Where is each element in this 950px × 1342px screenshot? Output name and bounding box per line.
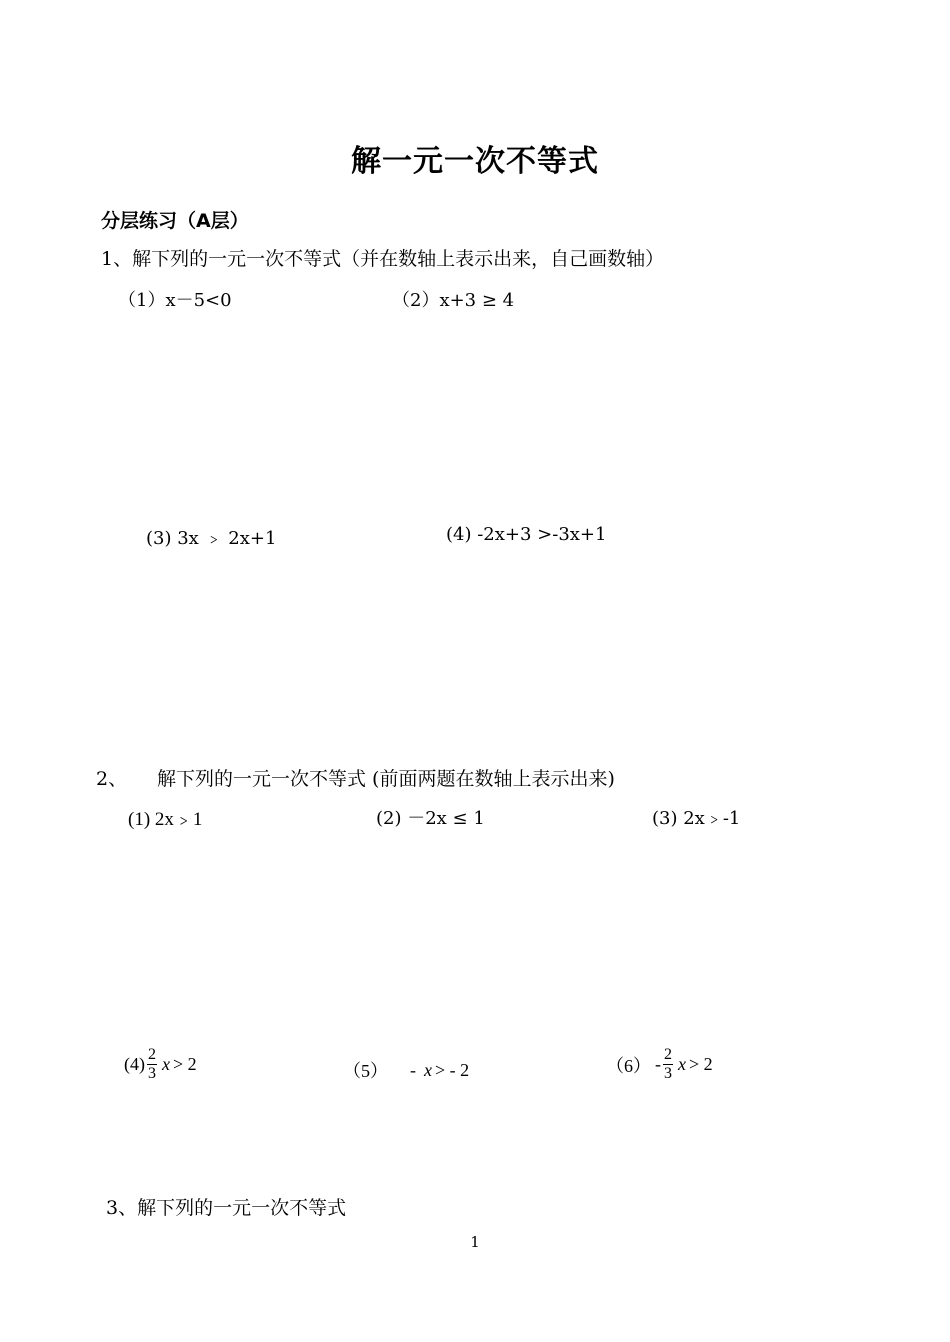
- page-title: 解一元一次不等式: [351, 144, 599, 179]
- question-2-text: 解下列的一元一次不等式 (前面两题在数轴上表示出来): [157, 768, 615, 790]
- q2-item-6-rest: > 2: [689, 1054, 713, 1074]
- question-2-number: 2、: [96, 768, 128, 790]
- q2-item-3: (3) 2x﹥-1: [652, 808, 741, 829]
- question-3-text: 3、解下列的一元一次不等式: [106, 1197, 347, 1219]
- q2-item-5-rest: > - 2: [435, 1059, 470, 1080]
- q2-item-4-rest: > 2: [173, 1054, 197, 1074]
- q2-item-6-minus: -: [655, 1054, 661, 1074]
- q1-item-4: (4) -2x+3 >-3x+1: [446, 524, 607, 545]
- q2-item-4-fraction: [147, 1046, 157, 1083]
- variable-x: x: [162, 1054, 170, 1074]
- variable-x: x: [678, 1054, 686, 1074]
- fraction-numerator: 2: [664, 1046, 672, 1063]
- q2-item-5-label: （5）: [343, 1061, 388, 1081]
- fraction-numerator: 2: [148, 1046, 156, 1063]
- fraction-denominator: 3: [664, 1065, 672, 1082]
- q2-item-5: [343, 1057, 469, 1083]
- q2-item-6-fraction: [663, 1046, 673, 1083]
- q2-item-4-label: (4): [124, 1054, 145, 1074]
- q2-item-6: [606, 1046, 713, 1083]
- page-number: 1: [470, 1233, 480, 1251]
- q2-item-6-label: （6）: [606, 1055, 651, 1076]
- q1-item-1: （1）x－5<0: [118, 290, 232, 311]
- section-heading: 分层练习（A层）: [101, 210, 249, 232]
- q2-item-4: [124, 1046, 197, 1083]
- q1-item-3: (3) 3x ﹥ 2x+1: [146, 528, 277, 549]
- fraction-denominator: 3: [148, 1065, 156, 1082]
- question-1-text: 1、解下列的一元一次不等式（并在数轴上表示出来，自己画数轴）: [101, 248, 665, 270]
- q1-item-2: （2）x+3 ≥ 4: [392, 290, 515, 311]
- variable-x: x: [424, 1059, 432, 1080]
- q2-item-1: (1) 2x﹥1: [128, 809, 203, 830]
- q2-item-2: (2) －2x ≤ 1: [376, 808, 485, 829]
- q2-item-5-minus: -: [410, 1059, 416, 1080]
